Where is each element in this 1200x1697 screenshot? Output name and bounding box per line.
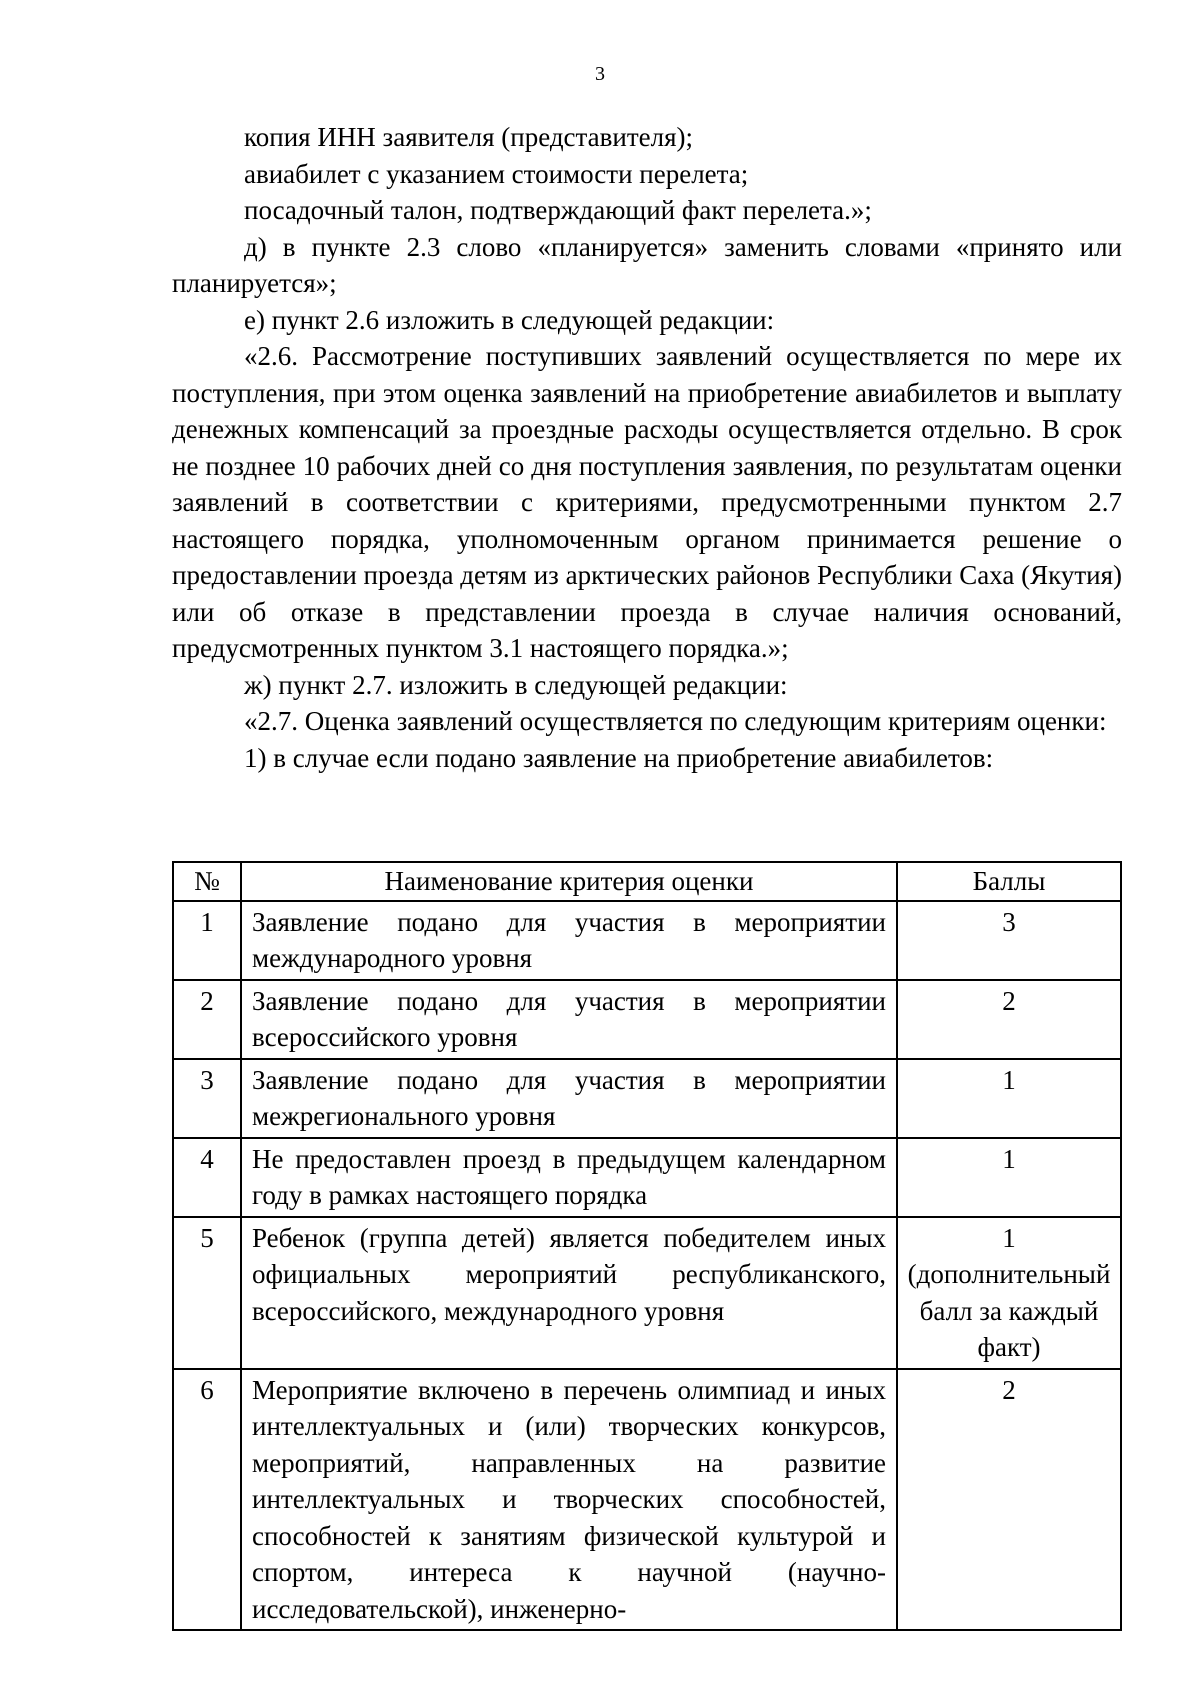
table-row [173, 901, 1121, 980]
table-row [173, 1217, 1121, 1369]
table-row [173, 1059, 1121, 1138]
row-points: 2 [897, 1369, 1121, 1631]
paragraph-air-ticket: авиабилет с указанием стоимости перелета; [244, 158, 749, 189]
header-points: Баллы [897, 862, 1121, 901]
row-num: 5 [173, 1217, 241, 1369]
paragraph-inn-copy: копия ИНН заявителя (представителя); [244, 122, 694, 152]
paragraph-clause-2-6: «2.6. Рассмотрение поступивших заявлений осуществляется по мере их поступления, при этом оценка заявлений на приобретение авиабилетов и выплату денежных компенсаций за проездные расходы осуществляется отдельно. В срок не позднее 10 рабочих дней со дня поступления заявления, по результатам оценки заявлений в соответствии с критериями, предусмотренными пунктом 2.7 настоящего порядка, уполномоченным органом принимается решение о предоставлении проезда детям из арктических районов Республики Саха (Якутия) или об отказе в представлении проезда в случае наличия оснований, предусмотренных пунктом 3.1 настоящего порядка.»; [172, 341, 1122, 663]
row-points: 2 [897, 980, 1121, 1059]
criteria-table [172, 861, 1122, 1631]
row-num: 3 [173, 1059, 241, 1138]
paragraph-item-e: е) пункт 2.6 изложить в следующей редакции: [244, 304, 775, 335]
row-criterion: Заявление подано для участия в мероприятии международного уровня [241, 901, 897, 980]
row-num: 2 [173, 980, 241, 1059]
row-criterion: Заявление подано для участия в мероприятии межрегионального уровня [241, 1059, 897, 1138]
table-row [173, 980, 1121, 1059]
paragraph-item-zh: ж) пункт 2.7. изложить в следующей редакции: [244, 669, 788, 700]
page-number: 3 [595, 63, 605, 85]
paragraph-clause-2-7: «2.7. Оценка заявлений осуществляется по следующим критериям оценки: [244, 706, 1107, 736]
header-name: Наименование критерия оценки [241, 862, 897, 901]
row-points: 3 [897, 901, 1121, 980]
row-num: 6 [173, 1369, 241, 1631]
row-points: 1 [897, 1138, 1121, 1217]
paragraph-boarding-pass: посадочный талон, подтверждающий факт перелета.»; [244, 195, 872, 225]
paragraph-case-1: 1) в случае если подано заявление на приобретение авиабилетов: [244, 742, 994, 773]
header-num: № [173, 862, 241, 901]
row-criterion: Мероприятие включено в перечень олимпиад и иных интеллектуальных и (или) творческих конкурсов, мероприятий, направленных на развитие интеллектуальных и творческих способностей, способностей к занятиям физической культурой и спортом, интереса к научной (научно-исследовательской), инженерно- [241, 1369, 897, 1631]
row-num: 4 [173, 1138, 241, 1217]
row-criterion: Ребенок (группа детей) является победителем иных официальных мероприятий республиканского, всероссийского, международного уровня [241, 1217, 897, 1369]
row-points: 1 [897, 1059, 1121, 1138]
row-points: 1 (дополнительный балл за каждый факт) [897, 1217, 1121, 1369]
row-criterion: Не предоставлен проезд в предыдущем календарном году в рамках настоящего порядка [241, 1138, 897, 1217]
document-body [172, 119, 1122, 776]
paragraph-item-d: д) в пункте 2.3 слово «планируется» заменить словами «принято или планируется»; [172, 231, 1122, 298]
table-header-row [173, 862, 1121, 901]
row-criterion: Заявление подано для участия в мероприятии всероссийского уровня [241, 980, 897, 1059]
table-row [173, 1138, 1121, 1217]
row-num: 1 [173, 901, 241, 980]
table-row [173, 1369, 1121, 1631]
